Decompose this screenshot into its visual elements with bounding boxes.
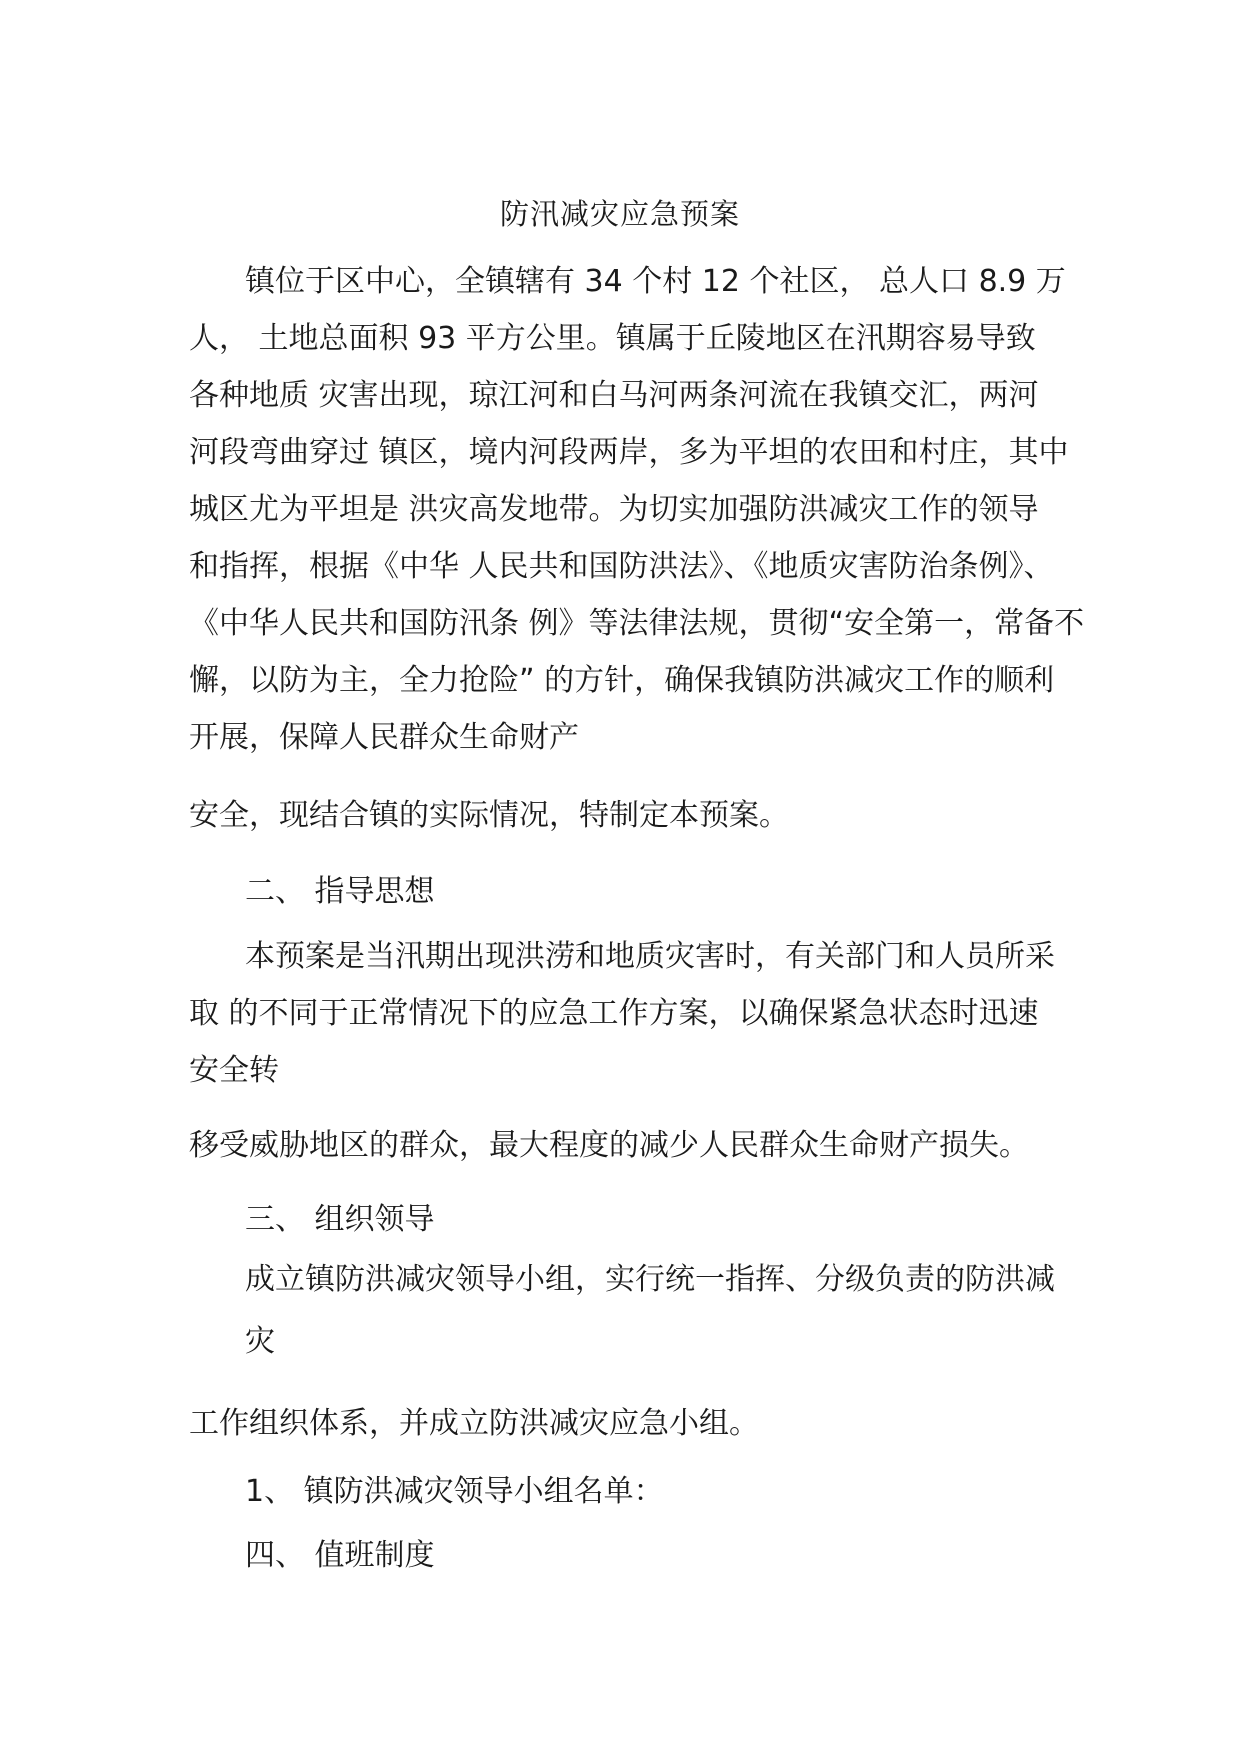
body-line: 开展，保障人民群众生命财产 — [189, 720, 579, 755]
body-line: 本预案是当汛期出现洪涝和地质灾害时，有关部门和人员所采 — [245, 939, 1055, 974]
document-title: 防汛减灾应急预案 — [499, 197, 740, 231]
body-line: 取 的不同于正常情况下的应急工作方案，以确保紧急状态时迅速 — [189, 996, 1039, 1031]
body-line: 人， 土地总面积 93 平方公里。镇属于丘陵地区在汛期容易导致 — [189, 321, 1036, 356]
section-heading: 二、 指导思想 — [245, 874, 435, 909]
body-line: 安全，现结合镇的实际情况，特制定本预案。 — [189, 798, 789, 833]
list-item: 1、 镇防洪减灾领导小组名单： — [245, 1474, 664, 1509]
body-line: 安全转 — [189, 1053, 279, 1088]
body-line: 工作组织体系，并成立防洪减灾应急小组。 — [189, 1406, 759, 1441]
body-line: 成立镇防洪减灾领导小组，实行统一指挥、分级负责的防洪减 — [245, 1262, 1055, 1297]
body-line: 灾 — [245, 1324, 275, 1359]
body-line: 河段弯曲穿过 镇区，境内河段两岸，多为平坦的农田和村庄，其中 — [189, 435, 1069, 470]
body-line: 《中华人民共和国防汛条 例》等法律法规，贯彻“安全第一，常备不 — [189, 606, 1085, 641]
body-line: 懈，以防为主，全力抢险” 的方针，确保我镇防洪减灾工作的顺利 — [189, 663, 1055, 698]
body-line: 城区尤为平坦是 洪灾高发地带。为切实加强防洪减灾工作的领导 — [189, 492, 1039, 527]
section-heading: 四、 值班制度 — [245, 1538, 435, 1573]
section-heading: 三、 组织领导 — [245, 1202, 435, 1237]
body-line: 镇位于区中心，全镇辖有 34 个村 12 个社区， 总人口 8.9 万 — [245, 264, 1066, 299]
body-line: 和指挥，根据《中华 人民共和国防洪法》、《地质灾害防治条例》、 — [189, 549, 1054, 584]
body-line: 各种地质 灾害出现，琼江河和白马河两条河流在我镇交汇，两河 — [189, 378, 1039, 413]
body-line: 移受威胁地区的群众，最大程度的减少人民群众生命财产损失。 — [189, 1128, 1029, 1163]
